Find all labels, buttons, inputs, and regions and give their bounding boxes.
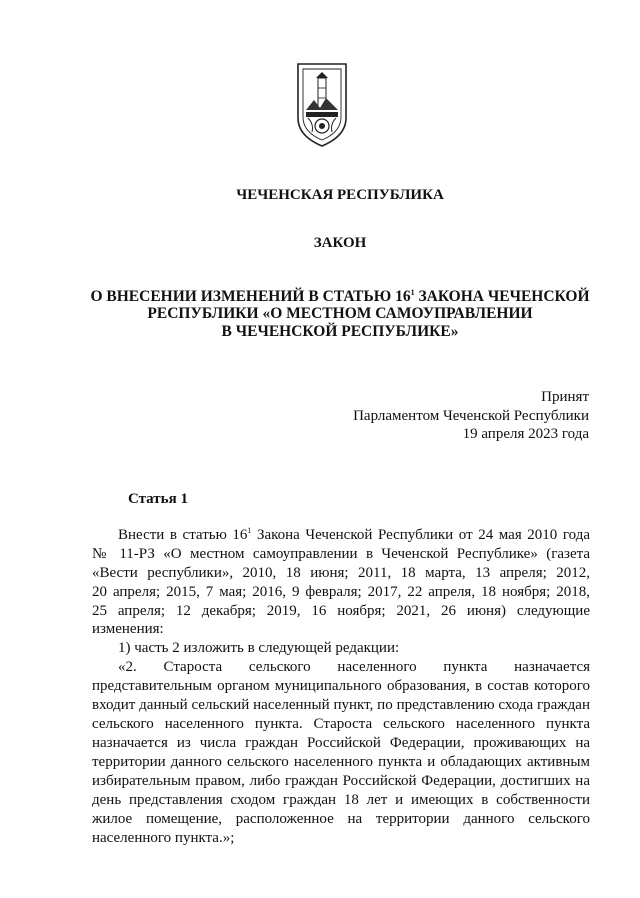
law-title-line-1: О ВНЕСЕНИИ ИЗМЕНЕНИЙ В СТАТЬЮ $16^1$ ЗАКОНА ЧЕЧЕНСКОЙ (90, 287, 590, 305)
coat-of-arms-emblem (294, 60, 350, 148)
article-text-line: изменения: (92, 621, 164, 637)
quoted-text-line: день представления сходом граждан 18 лет и имеющих в собственности (92, 792, 590, 808)
law-title-line-3: В ЧЕЧЕНСКОЙ РЕСПУБЛИКЕ» (221, 323, 459, 340)
article-intro-line: Внести в статью $16^1$ Закона Чеченской Республики от 24 мая 2010 года (118, 526, 590, 543)
adoption-body: Парламентом Чеченской Республики (353, 408, 589, 424)
amendment-item-1: 1) часть 2 изложить в следующей редакции: (118, 640, 400, 656)
document-type-heading: ЗАКОН (313, 235, 367, 251)
article-text-line: 20 апреля; 2015, 7 мая; 2016, 9 февраля; 2017, 22 апреля, 18 ноября; 2018, (92, 584, 590, 600)
quoted-text-line: жилое помещение, расположенное на территории данного сельского (92, 811, 590, 827)
adoption-date: 19 апреля 2023 года (462, 426, 589, 442)
quoted-text-line: территории данного сельского населенного пункта и обладающих активным (92, 754, 590, 770)
quoted-text-line: представительным органом муниципального образования, в состав которого (92, 678, 590, 694)
quoted-text-line: населенного пункта.»; (92, 830, 235, 846)
article-heading: Статья 1 (128, 491, 188, 507)
republic-heading: ЧЕЧЕНСКАЯ РЕСПУБЛИКА (236, 187, 444, 203)
article-text-line: «Вести республики», 2010, 18 июня; 2011, 18 марта, 13 апреля; 2012, (92, 565, 590, 581)
quoted-text-line: назначается из числа граждан Российской Федерации, проживающих на (92, 735, 590, 751)
quoted-text-line: «2. Староста сельского населенного пункта назначается (118, 659, 590, 675)
article-text-line: 25 апреля; 12 декабря; 2019, 16 ноября; 2021, 26 июня) следующие (92, 603, 590, 619)
adoption-status: Принят (541, 389, 589, 405)
quoted-text-line: входит данный сельский населенный пункт, по представлению схода граждан (92, 697, 590, 713)
quoted-text-line: избирательным правом, либо граждан Российской Федерации, достигших на (92, 773, 590, 789)
article-text-line: № 11-РЗ «О местном самоуправлении в Чеченской Республике» (газета (92, 546, 590, 562)
quoted-text-line: сельского населенного пункта. Староста сельского населенного пункта (92, 716, 590, 732)
law-title-line-2: РЕСПУБЛИКИ «О МЕСТНОМ САМОУПРАВЛЕНИИ (147, 305, 533, 322)
